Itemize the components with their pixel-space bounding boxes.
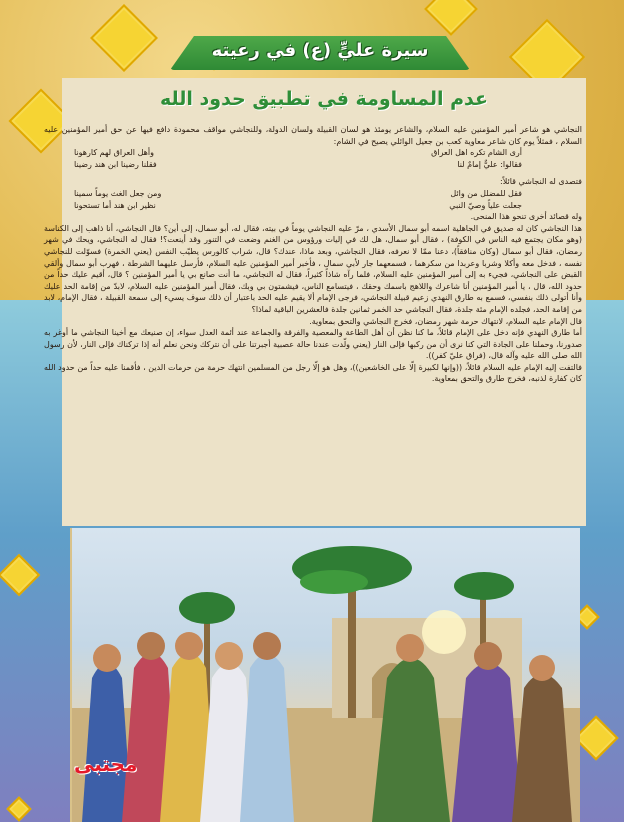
story-illustration (70, 528, 580, 822)
crowd-figures (82, 632, 294, 822)
transition-line: فتصدى له النجاشي قائلاً: (500, 177, 582, 187)
series-title: سيرة عليٍّ (ع) في رعيته (211, 40, 429, 61)
poem-verse (44, 147, 582, 159)
poem-verse (44, 200, 582, 212)
poem-hemistich: جعلت علياً وصيّ النبي (449, 200, 522, 210)
paragraph: أما طارق النهدي فإنه دخل على الإمام قائلاً، ما كنا نظن أن أهل الطاعة والمعصية والفرقة والجماعة عند أئمة العدل سواء، إن صنيعك مع أخينا النجاشي ما أوغر به صدورنا، وحملنا على الجادة التي كنا نرى أن من ركبها فإلى النار (يعني ولّدت عندنا حالة عصبية أجبرتنا على أن نتركك ونحن نعلم أنه إذا تركناك فإلى النار، لأن رسول الله صلى الله عليه وآله قال، (فراق عليّ كفر)). (44, 328, 582, 361)
poem-hemistich: فقل للمضلل من وائل (450, 188, 522, 198)
poem-hemistich: فقلنا رضينا ابن هند رضينا (74, 159, 157, 169)
poem-hemistich: وأهل العراق لهم كارهونا (74, 148, 154, 158)
paragraph: قال الإمام عليه السلام، لانتهاك حرمة شهر رمضان، فخرج النجاشي والتحق بمعاوية. (309, 316, 582, 326)
poem-verse (44, 188, 582, 200)
poem-hemistich: أرى الشام تكره اهل العراق (431, 148, 522, 158)
poem-verse (44, 159, 582, 171)
magazine-logo: مجتبى (74, 752, 138, 776)
article-body (44, 124, 582, 385)
article-title: عدم المساومة في تطبيق حدود الله (159, 88, 488, 110)
poem-hemistich: ومن جعل الغث يوماً سمينا (74, 188, 162, 198)
paragraph: فالتفت إليه الإمام عليه السلام قائلاً، ((وإنها لكبيرة إلّا على الخاشعين))، وهل هو إلّا رجل من المسلمين انتهك حرمة من حرمات الدين ، فأقمنا عليه حداً من حدود الله كان كفارة لذنبه، فخرج طارق والتحق بمعاوية. (44, 362, 582, 384)
illustration-scene (72, 528, 580, 822)
intro-paragraph: النجاشي هو شاعر أمير المؤمنين عليه السلام، والشاعر يومئذ هو لسان القبيلة ولسان الدولة، وللنجاشي مواقف محمودة دافع فيها عن حق أمير المؤمنين عليه السلام ، فمثلاً يوم كان شاعر معاوية كعب بن جعيل الوائلي يصيح في الشام: (44, 125, 582, 146)
paragraph: وله قصائد أخرى تنحو هذا المنحى. (470, 212, 582, 222)
poem-hemistich: نظير ابن هند أما تستحونا (74, 200, 156, 210)
paragraph: هذا النجاشي كان له صديق في الجاهلية اسمه أبو سمال الأسدي ، مرّ عليه النجاشي يوماً في بيته، فقال له، أبو سمال، إلى أين؟ قال النجاشي، أنا ذاهب إلى الكناسة (وهو مكان يجتمع فيه الناس في الكوفة) ، فقال أبو سمال، هل لك في إليات ورؤوس من الغنم وضعت في التنور وقد أينعت؟! فقال له النجاشي، ويحك في شهر رمضان، فقال أبو سمال (وكان منافقاً)، دعنا ممّا لا نعرفه، فقال النجاشي، وبعد ماذا، عندك؟ قال، شراب كالورس يطيّب النفس (يعني الخمرة) فسوّلت للنجاشي نفسه ، فدخل معه وأكلا وشربا وعربدا من سكرهما ، فسمعهما جار لأبي سمال ، فأخبر أمير المؤمنين عليه السلام، فأرسل عليهما الشرطة ، فهرب أبو سمال وألقي القبض على النجاشي، فجيء به إلى أمير المؤمنين عليه السلام، فلما رآه شاذاً كثيراً، فقال له النجاشي، ما أنت صانع بي يا أمير المؤمنين ؟ قال، أقيم عليك حداً من حدود الله، قال ، يا أمير المؤمنين أنا شاعرك واللاهج باسمك وحقك ، فيتسامع الناس، فيشمتون بي وبك، فقال أمير المؤمنين عليه السلام، لابدّ من إقامة الحد عليك وأنا أتولى ذلك بنفسي، فسمع به طارق النهدي زعيم قبيلة النجاشي، فرجى الإمام ألا يقيم عليه الحد باعتبار أن ذلك سوف يسيء إلى سمعة القبيلة ، فقال الإمام، لابد من إقامة الحد، فجلده الإمام مئة جلدة، فقال النجاشي حد الخمر ثمانين جلدة فالعشرين الباقية لماذا؟ (44, 223, 582, 314)
poem-hemistich: فقالوا: عليٌّ إمامٌ لنا (457, 159, 522, 169)
